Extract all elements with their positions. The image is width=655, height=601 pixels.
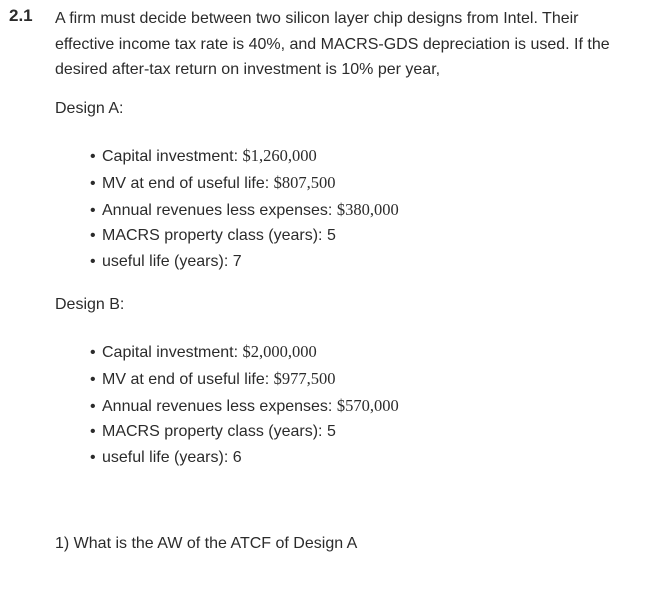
bullet-icon: • bbox=[90, 148, 96, 165]
list-item bbox=[90, 365, 399, 392]
item-label: MACRS property class (years): 5 bbox=[102, 227, 336, 244]
item-label: Annual revenues less expenses: bbox=[102, 202, 337, 219]
bullet-icon: • bbox=[90, 175, 96, 192]
bullet-icon: • bbox=[90, 449, 96, 466]
list-item bbox=[90, 142, 399, 169]
item-label: MACRS property class (years): 5 bbox=[102, 423, 336, 440]
bullet-icon: • bbox=[90, 398, 96, 415]
bullet-icon: • bbox=[90, 344, 96, 361]
bullet-icon: • bbox=[90, 253, 96, 270]
list-item bbox=[90, 249, 399, 275]
item-value: $380,000 bbox=[336, 200, 399, 219]
list-item bbox=[90, 419, 399, 445]
list-item bbox=[90, 169, 399, 196]
design-b-label: Design B: bbox=[55, 296, 125, 313]
list-item bbox=[90, 392, 399, 419]
item-label: useful life (years): 6 bbox=[102, 449, 242, 466]
item-label: Capital investment: bbox=[102, 148, 243, 165]
item-label: MV at end of useful life: bbox=[102, 371, 274, 388]
item-value: $807,500 bbox=[273, 173, 336, 192]
item-label: Annual revenues less expenses: bbox=[102, 398, 337, 415]
item-value: $977,500 bbox=[273, 369, 336, 388]
item-label: Capital investment: bbox=[102, 344, 243, 361]
list-item bbox=[90, 338, 399, 365]
item-value: $570,000 bbox=[336, 396, 399, 415]
bullet-icon: • bbox=[90, 423, 96, 440]
design-a-label: Design A: bbox=[55, 100, 124, 117]
item-label: MV at end of useful life: bbox=[102, 175, 274, 192]
design-a-list bbox=[90, 142, 399, 275]
problem-number: 2.1 bbox=[9, 6, 33, 25]
item-value: $2,000,000 bbox=[242, 342, 317, 361]
item-label: useful life (years): 7 bbox=[102, 253, 242, 270]
item-value: $1,260,000 bbox=[242, 146, 317, 165]
design-b-list bbox=[90, 338, 399, 471]
list-item bbox=[90, 223, 399, 249]
list-item bbox=[90, 196, 399, 223]
bullet-icon: • bbox=[90, 227, 96, 244]
bullet-icon: • bbox=[90, 371, 96, 388]
bullet-icon: • bbox=[90, 202, 96, 219]
problem-intro: A firm must decide between two silicon layer chip designs from Intel. Their effective income tax rate is 40%, and MACRS-GDS depreciation is used. If the desired after-tax return on investment is 10% per year, bbox=[55, 10, 610, 78]
question-text: 1) What is the AW of the ATCF of Design A bbox=[55, 535, 358, 552]
list-item bbox=[90, 445, 399, 471]
